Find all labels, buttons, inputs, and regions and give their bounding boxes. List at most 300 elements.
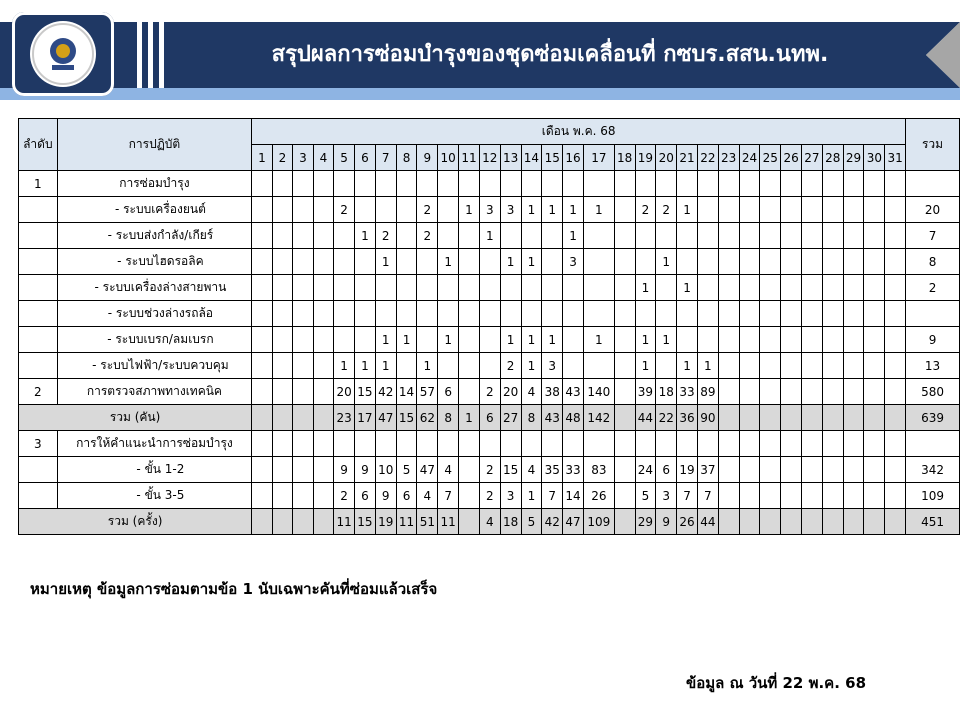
day-header: 5 <box>334 145 355 171</box>
day-cell <box>272 327 293 353</box>
day-cell <box>459 379 480 405</box>
day-cell <box>822 457 843 483</box>
day-cell <box>739 249 760 275</box>
day-cell <box>760 483 781 509</box>
day-cell <box>739 457 760 483</box>
day-cell <box>885 431 906 457</box>
day-cell <box>697 431 718 457</box>
day-cell <box>272 353 293 379</box>
day-cell: 1 <box>635 353 656 379</box>
day-cell: 29 <box>635 509 656 535</box>
organization-logo <box>30 21 96 87</box>
day-cell: 11 <box>396 509 417 535</box>
day-cell <box>459 301 480 327</box>
day-cell: 6 <box>355 483 376 509</box>
day-header: 17 <box>583 145 614 171</box>
day-header: 31 <box>885 145 906 171</box>
day-cell: 42 <box>375 379 396 405</box>
day-cell <box>864 197 885 223</box>
day-cell: 15 <box>500 457 521 483</box>
day-cell: 7 <box>677 483 698 509</box>
day-cell: 14 <box>563 483 584 509</box>
day-cell <box>885 353 906 379</box>
row-activity: - ขั้น 1-2 <box>57 457 252 483</box>
day-cell <box>885 457 906 483</box>
day-cell <box>459 249 480 275</box>
table-row <box>19 509 960 535</box>
row-total: 342 <box>906 457 960 483</box>
day-cell <box>885 405 906 431</box>
day-cell: 26 <box>583 483 614 509</box>
banner-chevron <box>918 22 960 88</box>
row-total <box>906 431 960 457</box>
day-cell <box>822 405 843 431</box>
day-cell: 1 <box>521 353 542 379</box>
day-cell <box>313 431 334 457</box>
day-cell <box>355 197 376 223</box>
day-cell <box>802 405 823 431</box>
day-cell <box>697 275 718 301</box>
day-cell: 1 <box>677 353 698 379</box>
day-cell <box>583 431 614 457</box>
day-cell <box>885 483 906 509</box>
day-cell <box>521 431 542 457</box>
day-cell <box>396 249 417 275</box>
day-cell <box>396 301 417 327</box>
day-cell <box>739 275 760 301</box>
day-cell <box>822 327 843 353</box>
day-header: 6 <box>355 145 376 171</box>
day-cell <box>313 353 334 379</box>
day-cell <box>272 223 293 249</box>
day-cell <box>739 483 760 509</box>
day-cell <box>252 301 273 327</box>
day-cell <box>417 249 438 275</box>
day-header: 25 <box>760 145 781 171</box>
day-cell <box>864 483 885 509</box>
row-order: 2 <box>19 379 58 405</box>
day-cell <box>396 223 417 249</box>
day-cell <box>864 379 885 405</box>
day-cell: 2 <box>417 223 438 249</box>
day-cell <box>479 301 500 327</box>
day-cell <box>802 275 823 301</box>
day-cell <box>272 197 293 223</box>
day-cell <box>459 275 480 301</box>
day-cell <box>272 457 293 483</box>
day-cell: 4 <box>479 509 500 535</box>
day-cell <box>614 197 635 223</box>
day-cell: 1 <box>479 223 500 249</box>
day-header: 13 <box>500 145 521 171</box>
day-cell: 7 <box>697 483 718 509</box>
day-cell <box>396 353 417 379</box>
table-row <box>19 275 960 301</box>
row-order <box>19 353 58 379</box>
day-cell <box>293 171 314 197</box>
day-cell <box>438 353 459 379</box>
day-cell <box>635 431 656 457</box>
day-cell <box>375 431 396 457</box>
day-cell: 1 <box>500 327 521 353</box>
day-cell: 27 <box>500 405 521 431</box>
day-cell <box>417 171 438 197</box>
day-cell <box>822 223 843 249</box>
day-cell: 3 <box>500 483 521 509</box>
day-cell <box>272 509 293 535</box>
day-cell <box>843 509 864 535</box>
day-cell <box>313 327 334 353</box>
table-row <box>19 431 960 457</box>
day-cell <box>760 457 781 483</box>
day-cell <box>781 379 802 405</box>
col-header-total: รวม <box>906 119 960 171</box>
day-cell: 24 <box>635 457 656 483</box>
day-header: 2 <box>272 145 293 171</box>
day-cell <box>500 171 521 197</box>
row-order: 1 <box>19 171 58 197</box>
day-cell <box>521 301 542 327</box>
day-cell <box>614 249 635 275</box>
day-cell: 1 <box>500 249 521 275</box>
day-cell <box>781 483 802 509</box>
day-cell <box>375 275 396 301</box>
day-cell <box>802 379 823 405</box>
day-cell: 62 <box>417 405 438 431</box>
day-cell <box>718 379 739 405</box>
day-cell <box>885 171 906 197</box>
row-total: 109 <box>906 483 960 509</box>
day-cell <box>334 301 355 327</box>
day-cell: 1 <box>459 405 480 431</box>
day-cell <box>718 483 739 509</box>
day-cell <box>500 301 521 327</box>
day-cell <box>459 509 480 535</box>
day-cell <box>500 275 521 301</box>
day-cell <box>334 327 355 353</box>
day-cell <box>822 275 843 301</box>
day-cell <box>438 197 459 223</box>
day-cell <box>438 301 459 327</box>
day-cell: 2 <box>479 483 500 509</box>
day-cell <box>822 509 843 535</box>
day-cell <box>802 197 823 223</box>
day-cell <box>313 457 334 483</box>
day-cell: 5 <box>521 509 542 535</box>
day-cell <box>614 275 635 301</box>
day-cell: 4 <box>417 483 438 509</box>
day-cell <box>802 223 823 249</box>
day-cell: 33 <box>563 457 584 483</box>
day-cell <box>293 457 314 483</box>
day-cell <box>563 171 584 197</box>
day-cell <box>677 327 698 353</box>
day-cell <box>417 275 438 301</box>
row-order: 3 <box>19 431 58 457</box>
day-cell <box>417 431 438 457</box>
day-header: 1 <box>252 145 273 171</box>
day-cell <box>802 301 823 327</box>
day-cell: 57 <box>417 379 438 405</box>
row-total: 8 <box>906 249 960 275</box>
day-cell: 2 <box>417 197 438 223</box>
day-cell: 1 <box>583 197 614 223</box>
day-cell: 36 <box>677 405 698 431</box>
day-cell: 7 <box>542 483 563 509</box>
day-cell <box>252 223 273 249</box>
day-cell <box>252 431 273 457</box>
day-cell: 47 <box>563 509 584 535</box>
day-cell: 3 <box>563 249 584 275</box>
day-cell <box>885 275 906 301</box>
day-cell: 3 <box>656 483 677 509</box>
day-cell: 2 <box>656 197 677 223</box>
day-cell <box>739 353 760 379</box>
day-cell <box>459 483 480 509</box>
day-cell: 6 <box>396 483 417 509</box>
table-row <box>19 171 960 197</box>
day-header: 23 <box>718 145 739 171</box>
footnote: หมายเหตุ ข้อมูลการซ่อมตามข้อ 1 นับเฉพาะคันที่ซ่อมแล้วเสร็จ <box>30 580 438 598</box>
day-cell: 10 <box>375 457 396 483</box>
day-cell <box>781 301 802 327</box>
day-cell <box>885 197 906 223</box>
day-cell <box>760 405 781 431</box>
day-cell <box>396 431 417 457</box>
table-row <box>19 197 960 223</box>
day-cell <box>396 197 417 223</box>
day-cell <box>677 249 698 275</box>
row-total: 639 <box>906 405 960 431</box>
day-cell <box>614 327 635 353</box>
col-header-order: ลำดับ <box>19 119 58 171</box>
day-cell: 26 <box>677 509 698 535</box>
day-cell: 2 <box>334 197 355 223</box>
day-cell: 1 <box>355 223 376 249</box>
day-cell <box>313 171 334 197</box>
day-cell <box>252 171 273 197</box>
day-cell: 1 <box>656 327 677 353</box>
day-cell <box>293 405 314 431</box>
day-cell <box>635 249 656 275</box>
table-row <box>19 301 960 327</box>
day-cell <box>614 483 635 509</box>
day-header: 29 <box>843 145 864 171</box>
day-cell: 9 <box>375 483 396 509</box>
day-cell <box>479 171 500 197</box>
day-cell <box>635 171 656 197</box>
row-activity: - ระบบไฟฟ้า/ระบบควบคุม <box>57 353 252 379</box>
day-cell: 4 <box>438 457 459 483</box>
day-cell <box>718 509 739 535</box>
day-cell <box>885 223 906 249</box>
day-cell: 1 <box>521 197 542 223</box>
day-cell <box>864 327 885 353</box>
day-cell <box>822 353 843 379</box>
day-cell <box>656 353 677 379</box>
day-cell: 6 <box>438 379 459 405</box>
day-cell: 6 <box>479 405 500 431</box>
day-header: 9 <box>417 145 438 171</box>
day-cell: 7 <box>438 483 459 509</box>
day-cell <box>802 353 823 379</box>
row-total <box>906 301 960 327</box>
day-cell <box>438 171 459 197</box>
day-cell: 38 <box>542 379 563 405</box>
day-cell: 9 <box>656 509 677 535</box>
day-cell <box>500 431 521 457</box>
row-order <box>19 275 58 301</box>
day-cell <box>252 405 273 431</box>
day-cell <box>542 275 563 301</box>
day-cell <box>781 405 802 431</box>
day-cell <box>521 275 542 301</box>
table-row <box>19 223 960 249</box>
day-cell <box>313 249 334 275</box>
day-cell <box>334 223 355 249</box>
day-cell <box>293 431 314 457</box>
day-header: 18 <box>614 145 635 171</box>
day-cell: 1 <box>417 353 438 379</box>
day-header: 30 <box>864 145 885 171</box>
day-cell <box>843 457 864 483</box>
day-header: 16 <box>563 145 584 171</box>
day-cell: 47 <box>375 405 396 431</box>
day-header: 19 <box>635 145 656 171</box>
day-cell <box>293 197 314 223</box>
row-activity: - ระบบไฮดรอลิค <box>57 249 252 275</box>
day-cell: 1 <box>334 353 355 379</box>
row-total: 9 <box>906 327 960 353</box>
day-cell <box>355 431 376 457</box>
day-cell: 6 <box>656 457 677 483</box>
day-cell: 43 <box>542 405 563 431</box>
day-cell <box>375 301 396 327</box>
row-activity: - ระบบเครื่องล่างสายพาน <box>57 275 252 301</box>
day-cell <box>802 249 823 275</box>
day-cell <box>843 223 864 249</box>
day-cell <box>252 483 273 509</box>
day-cell: 18 <box>656 379 677 405</box>
row-order <box>19 197 58 223</box>
summary-label: รวม (คัน) <box>19 405 252 431</box>
day-cell: 19 <box>677 457 698 483</box>
day-cell <box>334 275 355 301</box>
day-cell <box>313 275 334 301</box>
day-cell <box>760 301 781 327</box>
day-cell <box>739 171 760 197</box>
day-cell <box>843 301 864 327</box>
day-cell: 35 <box>542 457 563 483</box>
day-cell <box>459 353 480 379</box>
day-cell <box>272 301 293 327</box>
day-cell <box>614 223 635 249</box>
day-cell <box>355 171 376 197</box>
day-cell: 1 <box>677 275 698 301</box>
day-cell <box>313 223 334 249</box>
day-cell: 1 <box>355 353 376 379</box>
day-cell: 33 <box>677 379 698 405</box>
day-cell <box>781 327 802 353</box>
day-cell <box>864 223 885 249</box>
day-cell <box>542 171 563 197</box>
day-cell: 11 <box>438 509 459 535</box>
day-cell <box>542 249 563 275</box>
day-cell <box>656 275 677 301</box>
day-cell <box>583 223 614 249</box>
day-cell <box>718 171 739 197</box>
day-cell <box>885 301 906 327</box>
day-cell: 9 <box>355 457 376 483</box>
day-cell: 2 <box>500 353 521 379</box>
day-cell <box>739 405 760 431</box>
day-cell: 20 <box>500 379 521 405</box>
row-activity: - ขั้น 3-5 <box>57 483 252 509</box>
day-cell <box>697 223 718 249</box>
day-cell <box>355 249 376 275</box>
day-cell <box>843 483 864 509</box>
day-cell <box>438 431 459 457</box>
day-cell: 14 <box>396 379 417 405</box>
day-cell <box>438 223 459 249</box>
day-cell <box>252 379 273 405</box>
day-cell <box>656 301 677 327</box>
day-cell <box>802 171 823 197</box>
row-total: 2 <box>906 275 960 301</box>
day-cell <box>718 197 739 223</box>
day-cell <box>635 301 656 327</box>
day-cell: 1 <box>635 275 656 301</box>
day-cell <box>718 275 739 301</box>
day-cell: 15 <box>355 509 376 535</box>
row-order <box>19 483 58 509</box>
day-cell <box>843 353 864 379</box>
day-cell <box>864 275 885 301</box>
day-cell: 8 <box>521 405 542 431</box>
day-cell: 17 <box>355 405 376 431</box>
row-activity: - ระบบส่งกำลัง/เกียร์ <box>57 223 252 249</box>
row-order <box>19 223 58 249</box>
col-header-month: เดือน พ.ค. 68 <box>252 119 906 145</box>
day-cell <box>718 327 739 353</box>
day-cell: 37 <box>697 457 718 483</box>
day-cell <box>583 301 614 327</box>
day-cell <box>718 405 739 431</box>
day-cell <box>677 301 698 327</box>
day-cell <box>583 171 614 197</box>
day-cell <box>521 171 542 197</box>
day-cell <box>375 171 396 197</box>
day-cell <box>479 431 500 457</box>
day-cell: 1 <box>542 327 563 353</box>
banner-stripe <box>148 22 153 88</box>
day-cell <box>656 171 677 197</box>
day-cell <box>781 249 802 275</box>
day-cell <box>802 431 823 457</box>
day-cell: 1 <box>438 327 459 353</box>
day-header: 26 <box>781 145 802 171</box>
day-cell <box>614 457 635 483</box>
day-cell <box>718 301 739 327</box>
day-cell <box>396 171 417 197</box>
day-cell <box>635 223 656 249</box>
day-cell <box>438 275 459 301</box>
day-cell <box>677 171 698 197</box>
day-cell: 1 <box>656 249 677 275</box>
day-cell: 1 <box>563 197 584 223</box>
day-cell <box>781 223 802 249</box>
day-cell: 18 <box>500 509 521 535</box>
